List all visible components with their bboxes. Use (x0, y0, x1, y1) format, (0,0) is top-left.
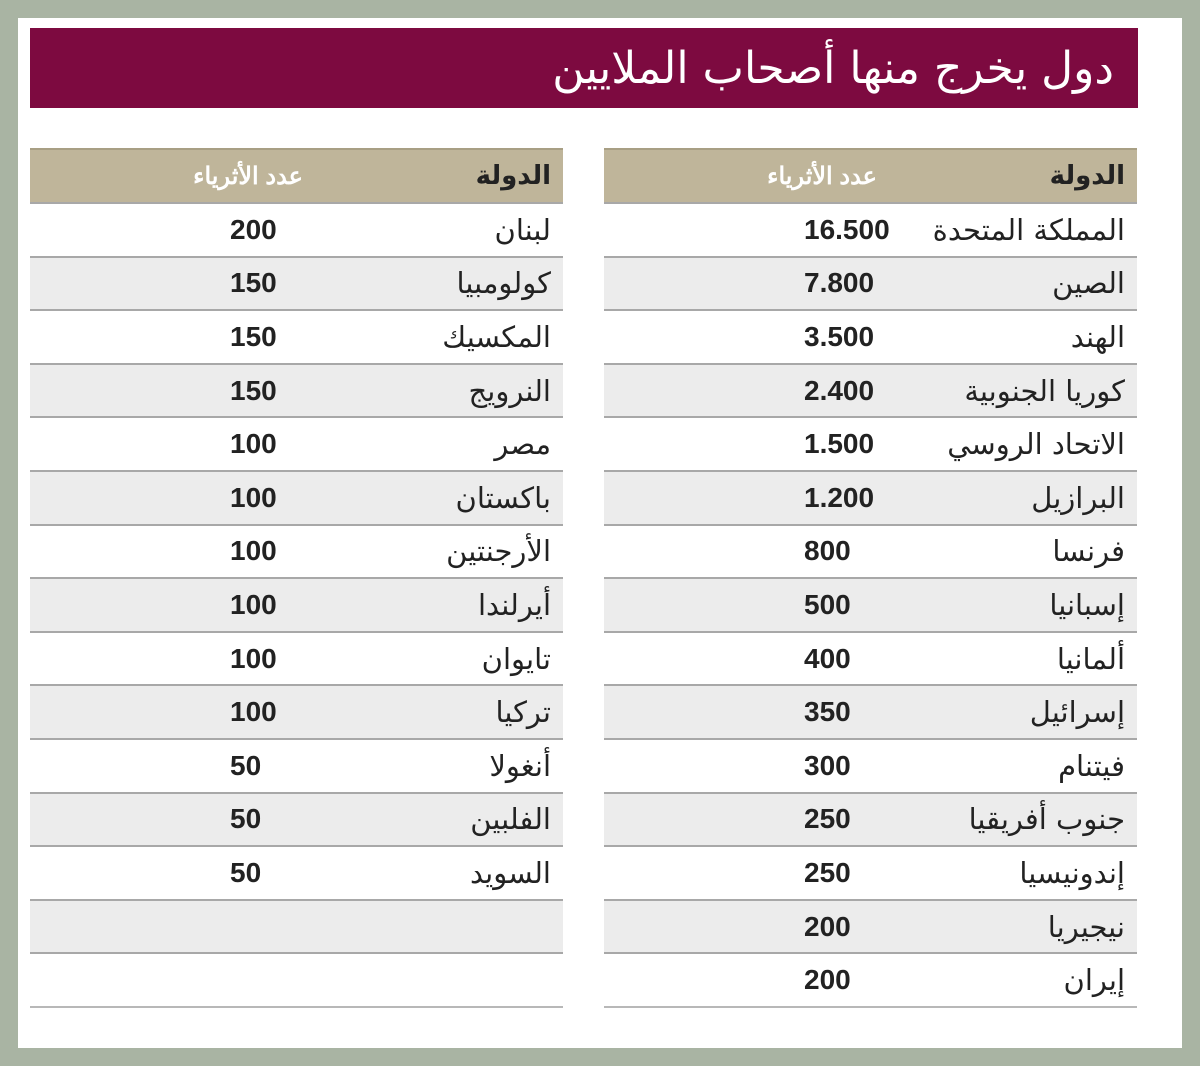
country-cell: المكسيك (442, 319, 551, 354)
header-count: عدد الأثرياء (193, 162, 303, 190)
count-cell: 2.400 (804, 374, 875, 406)
right-table (604, 148, 1137, 1008)
table-row (604, 845, 1137, 899)
table-row (604, 202, 1137, 256)
table-row (604, 309, 1137, 363)
country-cell: المملكة المتحدة (932, 212, 1125, 247)
country-cell: باكستان (455, 480, 551, 515)
table-row (30, 256, 563, 310)
count-cell: 400 (804, 642, 851, 674)
country-cell: فرنسا (1052, 534, 1125, 569)
country-cell: كولومبيا (456, 266, 551, 301)
country-cell: نيجيريا (1047, 909, 1125, 944)
table-row (604, 738, 1137, 792)
count-cell: 350 (804, 696, 851, 728)
count-cell: 50 (230, 856, 262, 888)
table-row (30, 416, 563, 470)
count-cell: 800 (804, 535, 851, 567)
count-cell: 150 (230, 374, 277, 406)
count-cell: 100 (230, 642, 277, 674)
country-cell: ألمانيا (1056, 641, 1125, 676)
table-header (30, 148, 563, 202)
count-cell: 100 (230, 428, 277, 460)
country-cell: إندونيسيا (1019, 855, 1125, 890)
count-cell: 200 (804, 910, 851, 942)
table-row (30, 952, 563, 1006)
country-cell: فيتنام (1058, 748, 1125, 783)
country-cell: أيرلندا (478, 587, 551, 622)
country-cell: إسرائيل (1029, 695, 1125, 730)
table-row (30, 363, 563, 417)
country-cell: تركيا (495, 695, 551, 730)
count-cell: 150 (230, 267, 277, 299)
country-cell: كوريا الجنوبية (964, 373, 1125, 408)
country-cell: البرازيل (1031, 480, 1125, 515)
country-cell: الاتحاد الروسي (947, 427, 1125, 462)
count-cell: 150 (230, 320, 277, 352)
country-cell: الصين (1052, 266, 1125, 301)
count-cell: 250 (804, 856, 851, 888)
count-cell: 100 (230, 696, 277, 728)
table-row (30, 845, 563, 899)
table-row (30, 684, 563, 738)
country-cell: مصر (494, 427, 551, 462)
header-count: عدد الأثرياء (767, 162, 877, 190)
country-cell: إيران (1063, 963, 1125, 998)
count-cell: 250 (804, 803, 851, 835)
country-cell: الهند (1070, 319, 1125, 354)
table-row (30, 792, 563, 846)
country-cell: جنوب أفريقيا (968, 802, 1125, 837)
count-cell: 16.500 (804, 213, 890, 245)
table-row (604, 684, 1137, 738)
count-cell: 1.200 (804, 481, 875, 513)
table-row (604, 363, 1137, 417)
table-row (604, 416, 1137, 470)
count-cell: 200 (230, 213, 277, 245)
count-cell: 100 (230, 535, 277, 567)
left-table (30, 148, 563, 1008)
table-row (604, 899, 1137, 953)
chart-title: دول يخرج منها أصحاب الملايين (30, 28, 1138, 108)
table-row (604, 256, 1137, 310)
count-cell: 7.800 (804, 267, 875, 299)
country-cell: الأرجنتين (446, 534, 551, 569)
table-row (30, 738, 563, 792)
count-cell: 100 (230, 588, 277, 620)
country-cell: أنغولا (489, 748, 551, 783)
count-cell: 1.500 (804, 428, 875, 460)
table-row (604, 952, 1137, 1006)
count-cell: 500 (804, 588, 851, 620)
count-cell: 50 (230, 803, 262, 835)
table-row (30, 202, 563, 256)
country-cell: تايوان (481, 641, 551, 676)
country-cell: السويد (469, 855, 551, 890)
country-cell: الفلبين (470, 802, 551, 837)
table-row (30, 309, 563, 363)
table-row (30, 631, 563, 685)
count-cell: 50 (230, 749, 262, 781)
country-cell: النرويج (468, 373, 551, 408)
header-country: الدولة (475, 161, 551, 191)
table-row (604, 470, 1137, 524)
table-row (30, 577, 563, 631)
table-row (30, 470, 563, 524)
table-row (30, 524, 563, 578)
table-header (604, 148, 1137, 202)
count-cell: 3.500 (804, 320, 875, 352)
table-row (604, 524, 1137, 578)
table-row (30, 899, 563, 953)
count-cell: 300 (804, 749, 851, 781)
country-cell: لبنان (494, 212, 551, 247)
country-cell: إسبانيا (1049, 587, 1125, 622)
table-row (604, 631, 1137, 685)
count-cell: 200 (804, 964, 851, 996)
header-country: الدولة (1049, 161, 1125, 191)
table-row (604, 577, 1137, 631)
count-cell: 100 (230, 481, 277, 513)
table-row (604, 792, 1137, 846)
